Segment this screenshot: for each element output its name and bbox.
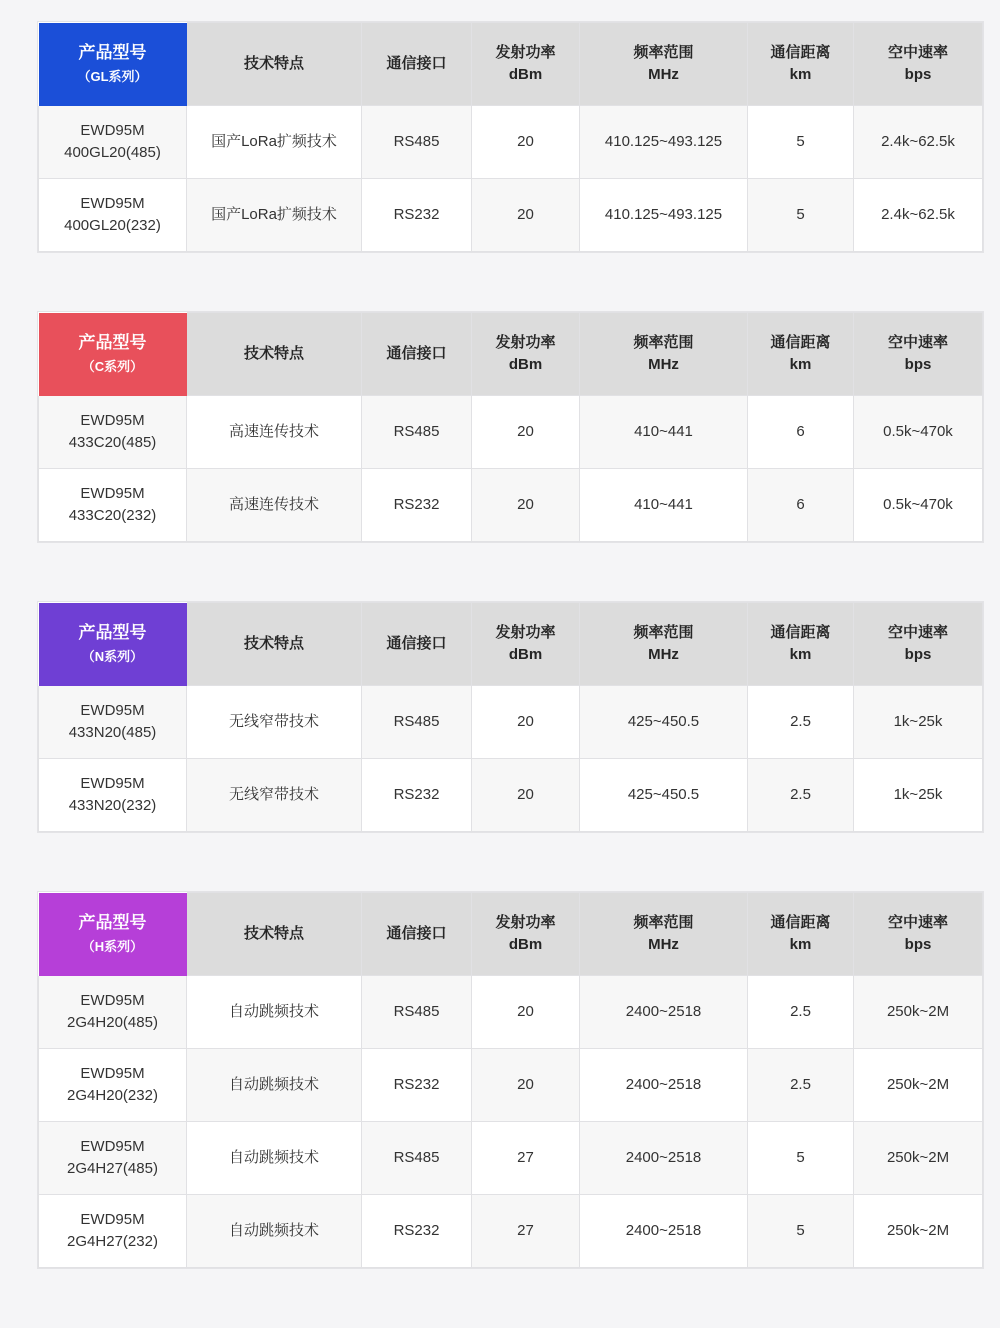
cell-tech: 自动跳频技术 — [187, 1122, 362, 1195]
cell-model: EWD95M 2G4H20(485) — [39, 976, 187, 1049]
cell-power: 27 — [472, 1195, 580, 1268]
header-airrate: 空中速率 bps — [854, 23, 983, 106]
cell-interface: RS485 — [362, 106, 472, 179]
cell-airrate: 0.5k~470k — [854, 469, 983, 542]
cell-power: 20 — [472, 686, 580, 759]
cell-frequency: 410~441 — [580, 396, 748, 469]
table-row — [39, 469, 983, 542]
cell-tech: 高速连传技术 — [187, 396, 362, 469]
spec-table-c-wrapper — [38, 312, 962, 542]
spec-table-gl — [38, 22, 983, 252]
cell-interface: RS232 — [362, 1195, 472, 1268]
cell-frequency: 410~441 — [580, 469, 748, 542]
cell-airrate: 0.5k~470k — [854, 396, 983, 469]
header-distance: 通信距离 km — [748, 23, 854, 106]
cell-distance: 5 — [748, 179, 854, 252]
header-power: 发射功率 dBm — [472, 893, 580, 976]
cell-model: EWD95M 433C20(485) — [39, 396, 187, 469]
header-distance: 通信距离 km — [748, 603, 854, 686]
table-header-row — [39, 603, 983, 686]
spec-table-h-wrapper — [38, 892, 962, 1268]
table-row — [39, 1195, 983, 1268]
table-row — [39, 179, 983, 252]
cell-distance: 2.5 — [748, 976, 854, 1049]
cell-frequency: 410.125~493.125 — [580, 106, 748, 179]
cell-model: EWD95M 433N20(485) — [39, 686, 187, 759]
header-distance: 通信距离 km — [748, 313, 854, 396]
cell-tech: 高速连传技术 — [187, 469, 362, 542]
header-tech: 技术特点 — [187, 313, 362, 396]
cell-airrate: 1k~25k — [854, 686, 983, 759]
header-distance: 通信距离 km — [748, 893, 854, 976]
header-model-series: （C系列） — [81, 358, 144, 374]
cell-power: 20 — [472, 179, 580, 252]
header-model-title: 产品型号 — [78, 623, 147, 643]
cell-airrate: 2.4k~62.5k — [854, 179, 983, 252]
header-interface: 通信接口 — [362, 313, 472, 396]
cell-model: EWD95M 433N20(232) — [39, 759, 187, 832]
cell-interface: RS232 — [362, 179, 472, 252]
header-tech: 技术特点 — [187, 23, 362, 106]
header-model-series: （H系列） — [81, 938, 144, 954]
cell-airrate: 250k~2M — [854, 1049, 983, 1122]
cell-model: EWD95M 433C20(232) — [39, 469, 187, 542]
table-row — [39, 106, 983, 179]
header-frequency: 频率范围 MHz — [580, 603, 748, 686]
header-model — [39, 23, 187, 106]
header-frequency: 频率范围 MHz — [580, 313, 748, 396]
header-model — [39, 893, 187, 976]
cell-interface: RS485 — [362, 976, 472, 1049]
cell-interface: RS485 — [362, 396, 472, 469]
header-interface: 通信接口 — [362, 603, 472, 686]
cell-tech: 自动跳频技术 — [187, 1195, 362, 1268]
cell-airrate: 250k~2M — [854, 1122, 983, 1195]
cell-power: 20 — [472, 976, 580, 1049]
cell-interface: RS485 — [362, 1122, 472, 1195]
cell-model: EWD95M 2G4H27(232) — [39, 1195, 187, 1268]
header-model-series: （GL系列） — [77, 68, 148, 84]
cell-airrate: 250k~2M — [854, 976, 983, 1049]
cell-tech: 自动跳频技术 — [187, 976, 362, 1049]
cell-interface: RS232 — [362, 469, 472, 542]
cell-airrate: 2.4k~62.5k — [854, 106, 983, 179]
header-airrate: 空中速率 bps — [854, 603, 983, 686]
cell-frequency: 425~450.5 — [580, 759, 748, 832]
header-power: 发射功率 dBm — [472, 23, 580, 106]
cell-distance: 6 — [748, 469, 854, 542]
cell-frequency: 425~450.5 — [580, 686, 748, 759]
cell-distance: 5 — [748, 1195, 854, 1268]
cell-power: 20 — [472, 396, 580, 469]
cell-model: EWD95M 400GL20(232) — [39, 179, 187, 252]
cell-frequency: 410.125~493.125 — [580, 179, 748, 252]
header-power: 发射功率 dBm — [472, 313, 580, 396]
spec-table-h — [38, 892, 983, 1268]
cell-power: 27 — [472, 1122, 580, 1195]
cell-interface: RS485 — [362, 686, 472, 759]
cell-power: 20 — [472, 759, 580, 832]
table-header-row — [39, 893, 983, 976]
cell-distance: 2.5 — [748, 759, 854, 832]
cell-distance: 2.5 — [748, 686, 854, 759]
header-interface: 通信接口 — [362, 23, 472, 106]
cell-tech: 无线窄带技术 — [187, 759, 362, 832]
header-tech: 技术特点 — [187, 603, 362, 686]
cell-interface: RS232 — [362, 759, 472, 832]
cell-model: EWD95M 2G4H20(232) — [39, 1049, 187, 1122]
table-header-row — [39, 313, 983, 396]
cell-distance: 5 — [748, 1122, 854, 1195]
header-model-title: 产品型号 — [78, 43, 147, 63]
cell-distance: 5 — [748, 106, 854, 179]
header-model — [39, 313, 187, 396]
cell-frequency: 2400~2518 — [580, 1049, 748, 1122]
table-row — [39, 759, 983, 832]
cell-power: 20 — [472, 1049, 580, 1122]
header-model-title: 产品型号 — [78, 913, 147, 933]
cell-frequency: 2400~2518 — [580, 1195, 748, 1268]
header-model-series: （N系列） — [81, 648, 144, 664]
header-tech: 技术特点 — [187, 893, 362, 976]
cell-airrate: 1k~25k — [854, 759, 983, 832]
header-model — [39, 603, 187, 686]
spec-table-n-wrapper — [38, 602, 962, 832]
cell-power: 20 — [472, 469, 580, 542]
cell-model: EWD95M 400GL20(485) — [39, 106, 187, 179]
header-airrate: 空中速率 bps — [854, 313, 983, 396]
table-row — [39, 976, 983, 1049]
cell-tech: 无线窄带技术 — [187, 686, 362, 759]
header-airrate: 空中速率 bps — [854, 893, 983, 976]
cell-tech: 国产LoRa扩频技术 — [187, 179, 362, 252]
cell-distance: 2.5 — [748, 1049, 854, 1122]
cell-tech: 自动跳频技术 — [187, 1049, 362, 1122]
spec-table-gl-wrapper — [38, 22, 962, 252]
cell-frequency: 2400~2518 — [580, 976, 748, 1049]
table-row — [39, 396, 983, 469]
cell-airrate: 250k~2M — [854, 1195, 983, 1268]
cell-power: 20 — [472, 106, 580, 179]
cell-interface: RS232 — [362, 1049, 472, 1122]
header-power: 发射功率 dBm — [472, 603, 580, 686]
table-header-row — [39, 23, 983, 106]
spec-table-c — [38, 312, 983, 542]
header-interface: 通信接口 — [362, 893, 472, 976]
spec-table-n — [38, 602, 983, 832]
table-row — [39, 1122, 983, 1195]
cell-model: EWD95M 2G4H27(485) — [39, 1122, 187, 1195]
cell-frequency: 2400~2518 — [580, 1122, 748, 1195]
table-row — [39, 1049, 983, 1122]
table-row — [39, 686, 983, 759]
cell-tech: 国产LoRa扩频技术 — [187, 106, 362, 179]
header-frequency: 频率范围 MHz — [580, 893, 748, 976]
header-frequency: 频率范围 MHz — [580, 23, 748, 106]
cell-distance: 6 — [748, 396, 854, 469]
header-model-title: 产品型号 — [78, 333, 147, 353]
